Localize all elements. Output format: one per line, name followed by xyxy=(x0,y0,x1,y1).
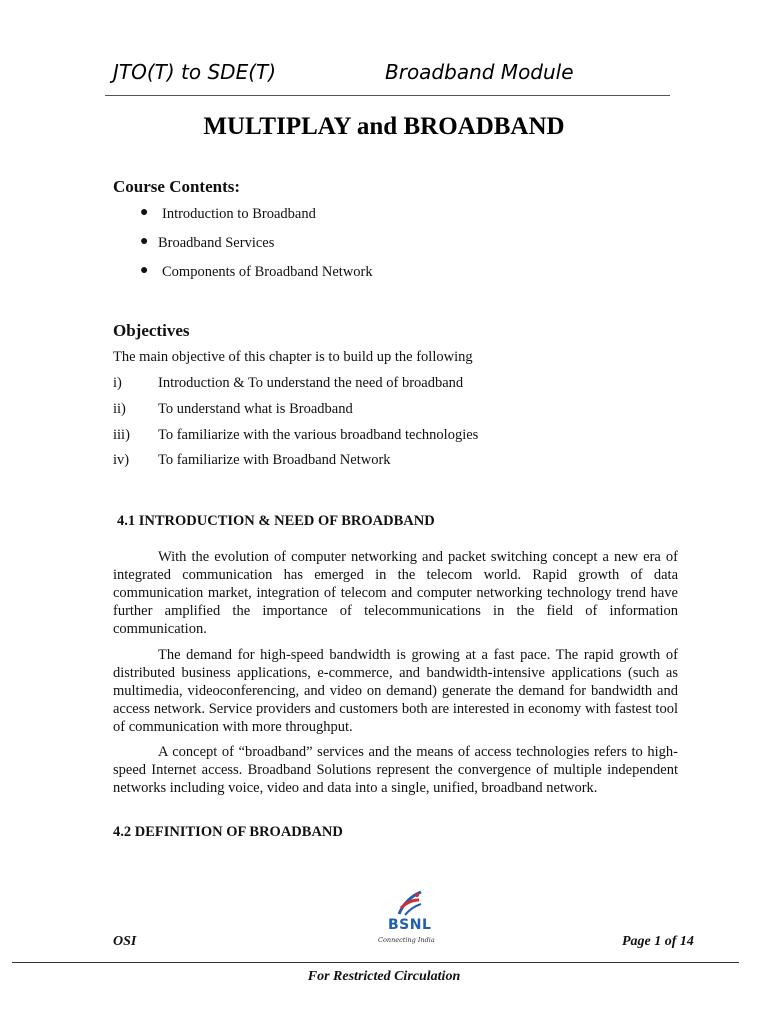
logo-tagline: Connecting India xyxy=(378,936,435,944)
page-title: MULTIPLAY and BROADBAND xyxy=(203,113,565,140)
logo-wordmark: BSNL xyxy=(388,917,432,933)
objective-number: i) xyxy=(113,375,122,391)
objective-number: iii) xyxy=(113,427,130,443)
footer-divider xyxy=(12,962,739,963)
list-item-label: Introduction to Broadband xyxy=(162,206,316,222)
objectives-heading: Objectives xyxy=(113,321,190,340)
list-item-label: Broadband Services xyxy=(158,235,275,251)
objective-text: To familiarize with the various broadband technologies xyxy=(158,427,479,443)
bullet-icon: ● xyxy=(140,263,149,278)
paragraph: The demand for high-speed bandwidth is growing at a fast pace. The rapid growth of distributed business applications, e-commerce, and bandwidth-intensive applications (such as multimedia, videoconferencing, and video on demand) generate the demand for bandwidth and access network. Service providers and customers both are interested in economy with fastest tool of communication with more throughput. xyxy=(113,647,678,735)
objectives-intro: The main objective of this chapter is to build up the following xyxy=(113,349,473,365)
course-contents-heading: Course Contents: xyxy=(113,177,241,196)
header-divider xyxy=(105,95,670,96)
objective-text: Introduction & To understand the need of broadband xyxy=(158,375,464,391)
objective-number: ii) xyxy=(113,401,126,417)
section-heading-4-1: 4.1 INTRODUCTION & NEED OF BROADBAND xyxy=(117,513,435,529)
objective-text: To understand what is Broadband xyxy=(158,401,353,417)
objective-number: iv) xyxy=(113,452,130,468)
paragraph: With the evolution of computer networking and packet switching concept a new era of integrated communication has emerged in the telecom world. Rapid growth of data communication market, integration of telecom and computer networking technology trend have further amplified the importance of telecommunications in the field of information communication. xyxy=(113,549,678,637)
footer-left-label: OSI xyxy=(113,934,137,949)
header-module-label: Broadband Module xyxy=(385,60,574,84)
objective-text: To familiarize with Broadband Network xyxy=(158,452,391,468)
page-number: Page 1 of 14 xyxy=(622,934,694,949)
list-item-label: Components of Broadband Network xyxy=(162,264,373,280)
paragraph: A concept of “broadband” services and the means of access technologies refers to high-speed Internet access. Broadband Solutions represent the convergence of multiple independent networks including voice, video and data into a single, unified, broadband network. xyxy=(113,744,678,796)
bullet-icon: ● xyxy=(140,234,149,249)
footer-circulation-note: For Restricted Circulation xyxy=(307,969,461,984)
header-course-label: JTO(T) to SDE(T) xyxy=(113,60,277,84)
bullet-icon: ● xyxy=(140,205,149,220)
section-heading-4-2: 4.2 DEFINITION OF BROADBAND xyxy=(113,824,343,840)
